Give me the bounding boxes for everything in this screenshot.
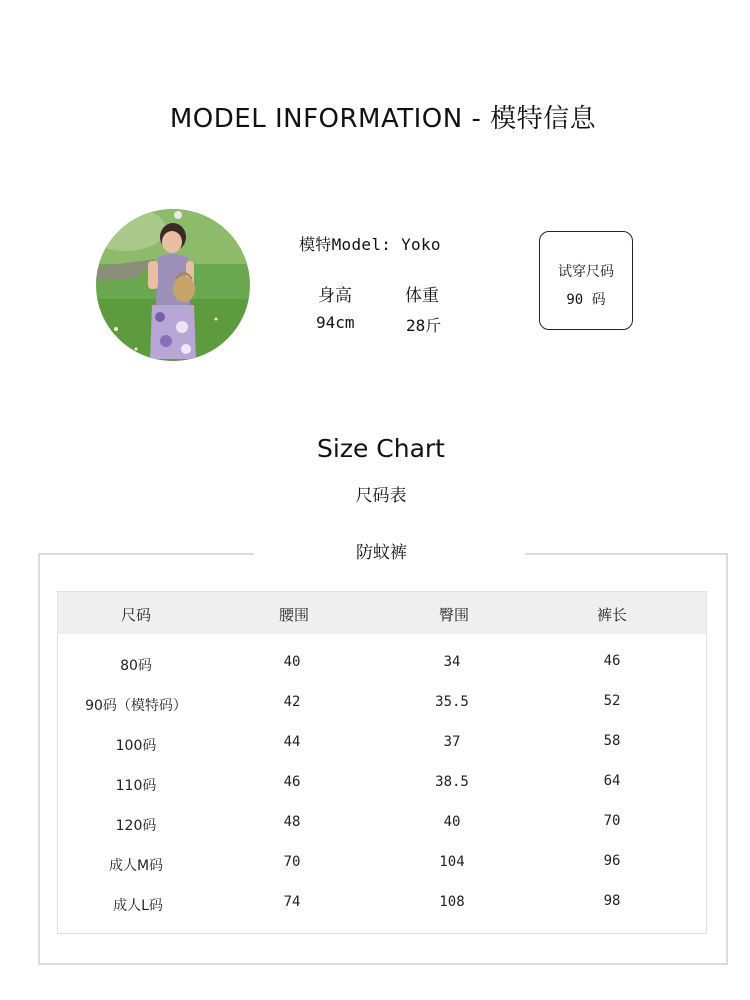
table-cell: 成人M码: [108, 858, 164, 874]
table-cell: 96: [603, 853, 621, 869]
product-name: 防蚊裤: [356, 543, 407, 563]
size-chart-title: Size Chart: [317, 434, 445, 463]
weight-value: 28斤: [406, 316, 442, 335]
table-cell: 120码: [115, 818, 157, 834]
table-header: [58, 592, 706, 634]
table-cell: 35.5: [435, 694, 469, 710]
table-cell: 58: [603, 733, 621, 749]
table-cell: 80码: [120, 658, 152, 674]
model-name: 模特Model: Yoko: [299, 235, 441, 254]
height-label: 身高: [318, 286, 352, 306]
table-cell: 98: [603, 893, 621, 909]
table-cell: 40: [283, 654, 301, 670]
table-cell: 44: [283, 734, 301, 750]
table-cell: 74: [283, 894, 301, 910]
table-cell: 90码（模特码）: [85, 698, 187, 714]
height-value: 94cm: [316, 313, 355, 332]
table-cell: 52: [603, 693, 621, 709]
table-cell: 48: [283, 814, 301, 830]
table-cell: 46: [283, 774, 301, 790]
table-cell: 100码: [115, 738, 157, 754]
table-cell: 104: [439, 854, 465, 870]
weight-label: 体重: [405, 286, 439, 306]
table-cell: 64: [603, 773, 621, 789]
table-cell: 108: [439, 894, 465, 910]
model-photo-illustration: [96, 209, 250, 361]
table-cell: 40: [443, 814, 461, 830]
tryon-value: 90 码: [566, 292, 606, 308]
table-cell: 70: [603, 813, 621, 829]
column-header: 腰围: [278, 606, 309, 624]
model-photo: [96, 209, 250, 361]
tryon-size-badge: [539, 231, 633, 330]
column-header: 臀围: [438, 606, 469, 624]
table-cell: 46: [603, 653, 621, 669]
table-cell: 成人L码: [113, 898, 163, 914]
table-cell: 37: [443, 734, 461, 750]
page-title: MODEL INFORMATION - 模特信息: [169, 104, 597, 134]
table-cell: 34: [443, 654, 461, 670]
column-header: 裤长: [596, 606, 627, 624]
size-chart-subtitle: 尺码表: [355, 486, 407, 506]
column-header: 尺码: [120, 606, 151, 624]
table-cell: 70: [283, 854, 301, 870]
size-table: [57, 591, 707, 934]
table-cell: 42: [283, 694, 301, 710]
tryon-label: 试穿尺码: [558, 264, 614, 280]
table-cell: 38.5: [435, 774, 469, 790]
table-cell: 110码: [115, 778, 157, 794]
